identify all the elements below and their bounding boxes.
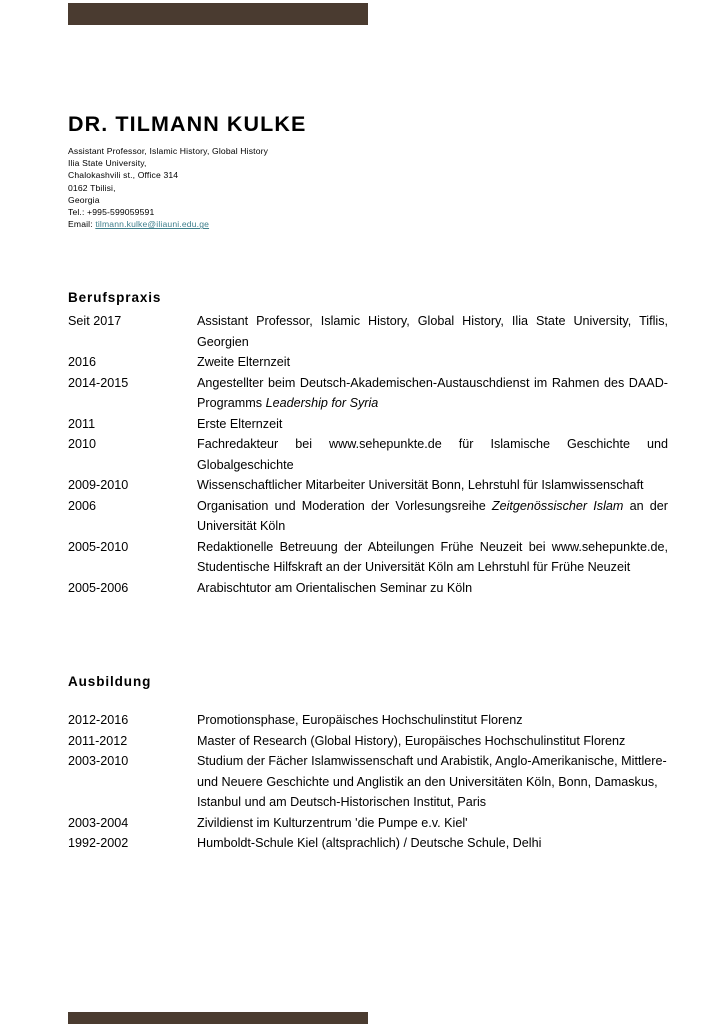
contact-email-link[interactable]: tilmann.kulke@iliauni.edu.ge bbox=[95, 219, 210, 230]
cv-entry-period: 2011 bbox=[68, 416, 96, 431]
cv-entry-period: 2003-2004 bbox=[68, 815, 129, 830]
cv-entry bbox=[68, 373, 668, 414]
cv-entry bbox=[68, 813, 668, 834]
cv-entry-text: Organisation und Moderation der Vorlesungsreihe bbox=[197, 498, 492, 513]
cv-entry-period: 2011-2012 bbox=[68, 733, 128, 748]
cv-entry-description bbox=[197, 373, 668, 414]
cv-entry-period: 2003-2010 bbox=[68, 754, 129, 768]
cv-entry-period: 2012-2016 bbox=[68, 713, 129, 727]
section-entries-berufspraxis bbox=[68, 311, 668, 598]
cv-entry-description bbox=[197, 833, 668, 854]
cv-entry-description bbox=[197, 537, 668, 578]
cv-entry-period: 2005-2006 bbox=[68, 580, 129, 595]
footer-accent-bar bbox=[68, 1012, 368, 1024]
contact-street: Chalokashvili st., Office 314 bbox=[68, 170, 179, 181]
section-heading-ausbildung: Ausbildung bbox=[68, 674, 152, 690]
cv-entry-text: Assistant Professor, Islamic History, Global History, Ilia State University, Tiflis, Georgien bbox=[197, 314, 668, 349]
cv-entry-description bbox=[197, 352, 668, 373]
cv-entry-description bbox=[197, 710, 668, 731]
cv-entry-text: Arabischtutor am Orientalischen Seminar zu Köln bbox=[197, 580, 473, 595]
cv-entry-description bbox=[197, 496, 668, 537]
contact-block bbox=[68, 145, 268, 230]
contact-phone: Tel.: +995-599059591 bbox=[68, 207, 155, 218]
contact-email-row bbox=[68, 218, 268, 230]
cv-entry-emphasis: Zeitgenössischer Islam bbox=[491, 498, 624, 513]
cv-entry bbox=[68, 731, 668, 752]
header-accent-bar bbox=[68, 3, 368, 25]
cv-entry-description bbox=[197, 578, 668, 599]
cv-entry-period: 2005-2010 bbox=[68, 539, 129, 554]
cv-entry-description bbox=[197, 475, 668, 496]
cv-entry-description bbox=[197, 414, 668, 435]
cv-entry-period: Seit 2017 bbox=[68, 314, 122, 328]
cv-entry bbox=[68, 710, 668, 731]
cv-entry-emphasis: Leadership for Syria bbox=[265, 396, 379, 410]
cv-entry-period: 2006 bbox=[68, 498, 97, 513]
cv-entry-text: Erste Elternzeit bbox=[197, 416, 283, 431]
cv-entry bbox=[68, 352, 668, 373]
cv-entry bbox=[68, 496, 668, 537]
contact-email-label: Email: bbox=[68, 219, 96, 230]
cv-entry-text: Promotionsphase, Europäisches Hochschulinstitut Florenz bbox=[197, 713, 523, 727]
cv-entry-period: 1992-2002 bbox=[68, 836, 129, 850]
cv-entry-text: Studium der Fächer Islamwissenschaft und Arabistik, Anglo-Amerikanische, Mittlere-und Neuere Geschichte und Anglistik an den Universitäten Köln, Bonn, Damaskus, Istanbul und am Deutsch-Historischen Institut, Paris bbox=[197, 754, 667, 809]
cv-entry-description bbox=[197, 434, 668, 475]
cv-entry-period: 2014-2015 bbox=[68, 375, 129, 390]
cv-entry-text: Angestellter beim Deutsch-Akademischen-Austauschdienst im Rahmen des DAAD-Programms bbox=[197, 375, 668, 410]
cv-entry-description bbox=[197, 813, 668, 834]
cv-entry bbox=[68, 833, 668, 854]
cv-entry-text: Humboldt-Schule Kiel (altsprachlich) / Deutsche Schule, Delhi bbox=[197, 836, 542, 850]
cv-entry bbox=[68, 537, 668, 578]
cv-entry-period: 2016 bbox=[68, 355, 97, 369]
cv-entry-text: an der Universität Köln bbox=[197, 498, 668, 533]
cv-entry-text: Fachredakteur bei www.sehepunkte.de für Islamische Geschichte und Globalgeschichte bbox=[197, 437, 668, 472]
cv-entry bbox=[68, 434, 668, 475]
cv-entry bbox=[68, 311, 668, 352]
cv-entry-text: Zweite Elternzeit bbox=[197, 355, 291, 369]
page-title: DR. TILMANN KULKE bbox=[68, 112, 307, 137]
cv-entry bbox=[68, 414, 668, 435]
cv-entry-description bbox=[197, 751, 668, 813]
cv-entry-description bbox=[197, 731, 668, 752]
cv-entry-text: Wissenschaftlicher Mitarbeiter Universität Bonn, Lehrstuhl für Islamwissenschaft bbox=[197, 478, 644, 492]
cv-entry-text: Master of Research (Global History), Europäisches Hochschulinstitut Florenz bbox=[197, 733, 626, 748]
cv-entry-text: Redaktionelle Betreuung der Abteilungen Frühe Neuzeit bei www.sehepunkte.de, Studentische Hilfskraft an der Universität Köln am Lehrstuhl für Frühe Neuzeit bbox=[197, 539, 668, 574]
contact-position: Assistant Professor, Islamic History, Global History bbox=[68, 146, 269, 156]
contact-institution: Ilia State University, bbox=[68, 158, 147, 169]
cv-entry bbox=[68, 475, 668, 496]
cv-entry-text: Zivildienst im Kulturzentrum 'die Pumpe e.v. Kiel' bbox=[197, 815, 468, 830]
cv-entry bbox=[68, 751, 668, 813]
cv-entry-description bbox=[197, 311, 668, 352]
contact-country: Georgia bbox=[68, 194, 100, 205]
section-entries-ausbildung bbox=[68, 710, 668, 854]
cv-entry-period: 2009-2010 bbox=[68, 478, 129, 492]
section-heading-berufspraxis: Berufspraxis bbox=[68, 290, 162, 306]
cv-entry-period: 2010 bbox=[68, 437, 97, 451]
contact-postal-city: 0162 Tbilisi, bbox=[68, 182, 116, 193]
cv-entry bbox=[68, 578, 668, 599]
